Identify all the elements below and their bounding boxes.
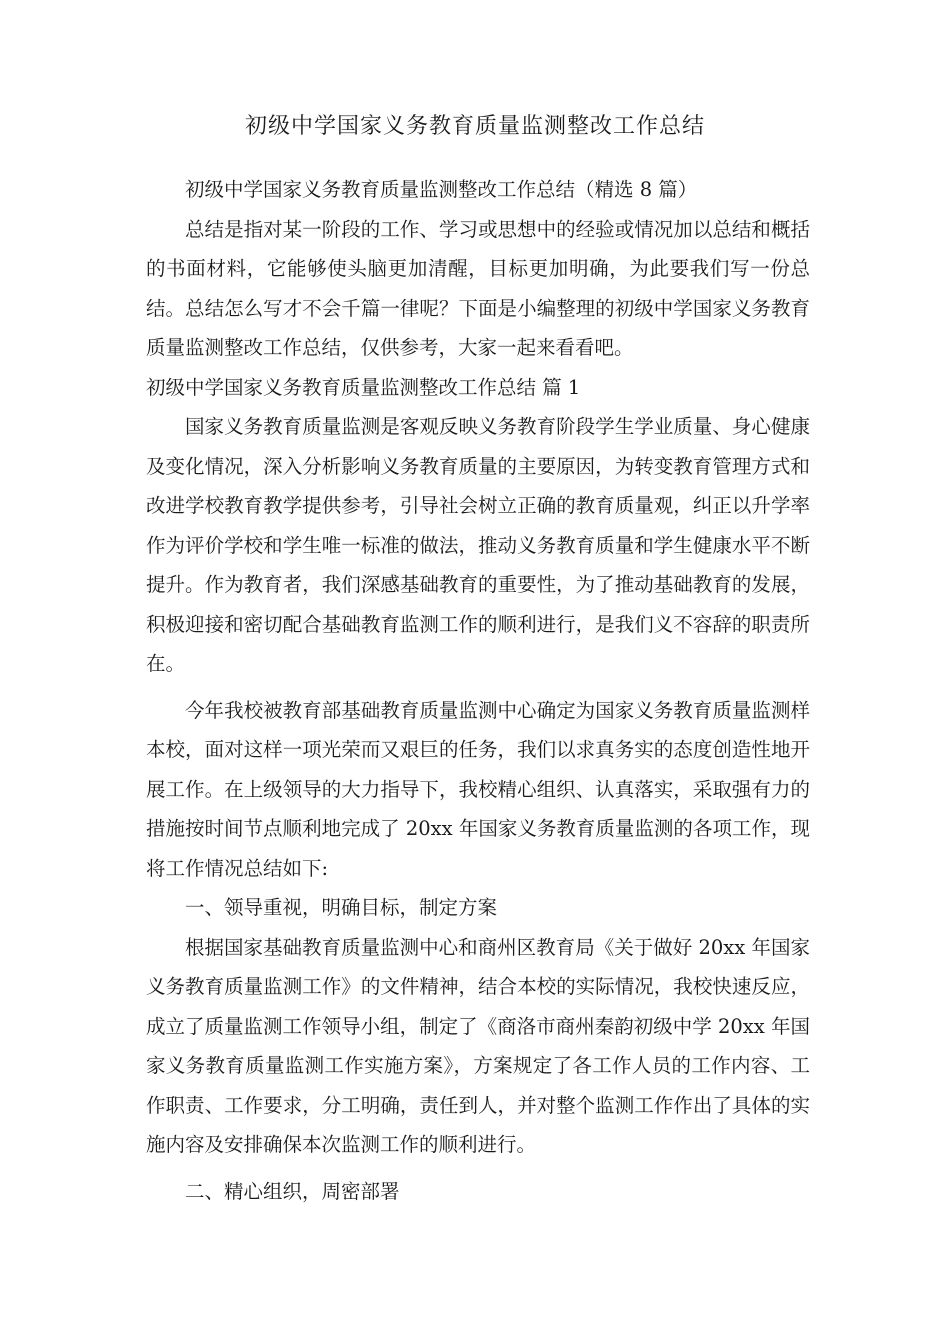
body-paragraph: 国家义务教育质量监测是客观反映义务教育阶段学生学业质量、身心健康及变化情况，深入分析影响义务教育质量的主要原因，为转变教育管理方式和改进学校教育教学提供参考，引导社会树立正确的教育质量观，纠正以升学率作为评价学校和学生唯一标准的做法，推动义务教育质量和学生健康水平不断提升。作为教育者，我们深感基础教育的重要性，为了推动基础教育的发展，积极迎接和密切配合基础教育监测工作的顺利进行，是我们义不容辞的职责所在。	[146, 415, 810, 675]
document-body	[146, 170, 810, 1211]
body-paragraph: 今年我校被教育部基础教育质量监测中心确定为国家义务教育质量监测样本校，面对这样一项光荣而又艰巨的任务，我们以求真务实的态度创造性地开展工作。在上级领导的大力指导下，我校精心组织、认真落实，采取强有力的措施按时间节点顺利地完成了 20xx 年国家义务教育质量监测的各项工作，现将工作情况总结如下:	[146, 698, 810, 880]
section-heading: 初级中学国家义务教育质量监测整改工作总结 篇 1	[146, 375, 581, 399]
document-title: 初级中学国家义务教育质量监测整改工作总结	[244, 114, 705, 139]
subheading-2: 二、精心组织，周密部署	[185, 1179, 400, 1203]
document-subtitle: 初级中学国家义务教育质量监测整改工作总结（精选 8 篇）	[185, 178, 698, 201]
body-paragraph: 根据国家基础教育质量监测中心和商州区教育局《关于做好 20xx 年国家义务教育质量监测工作》的文件精神，结合本校的实际情况，我校快速反应，成立了质量监测工作领导小组，制定了《商洛市商州秦韵初级中学 20xx 年国家义务教育质量监测工作实施方案》，方案规定了各工作人员的工作内容、工作职责、工作要求，分工明确，责任到人，并对整个监测工作作出了具体的实施内容及安排确保本次监测工作的顺利进行。	[146, 935, 810, 1156]
intro-paragraph: 总结是指对某一阶段的工作、学习或思想中的经验或情况加以总结和概括的书面材料，它能够使头脑更加清醒，目标更加明确，为此要我们写一份总结。总结怎么写才不会千篇一律呢？下面是小编整理的初级中学国家义务教育质量监测整改工作总结，仅供参考，大家一起来看看吧。	[146, 217, 810, 359]
subheading-1: 一、领导重视，明确目标，制定方案	[185, 896, 498, 919]
